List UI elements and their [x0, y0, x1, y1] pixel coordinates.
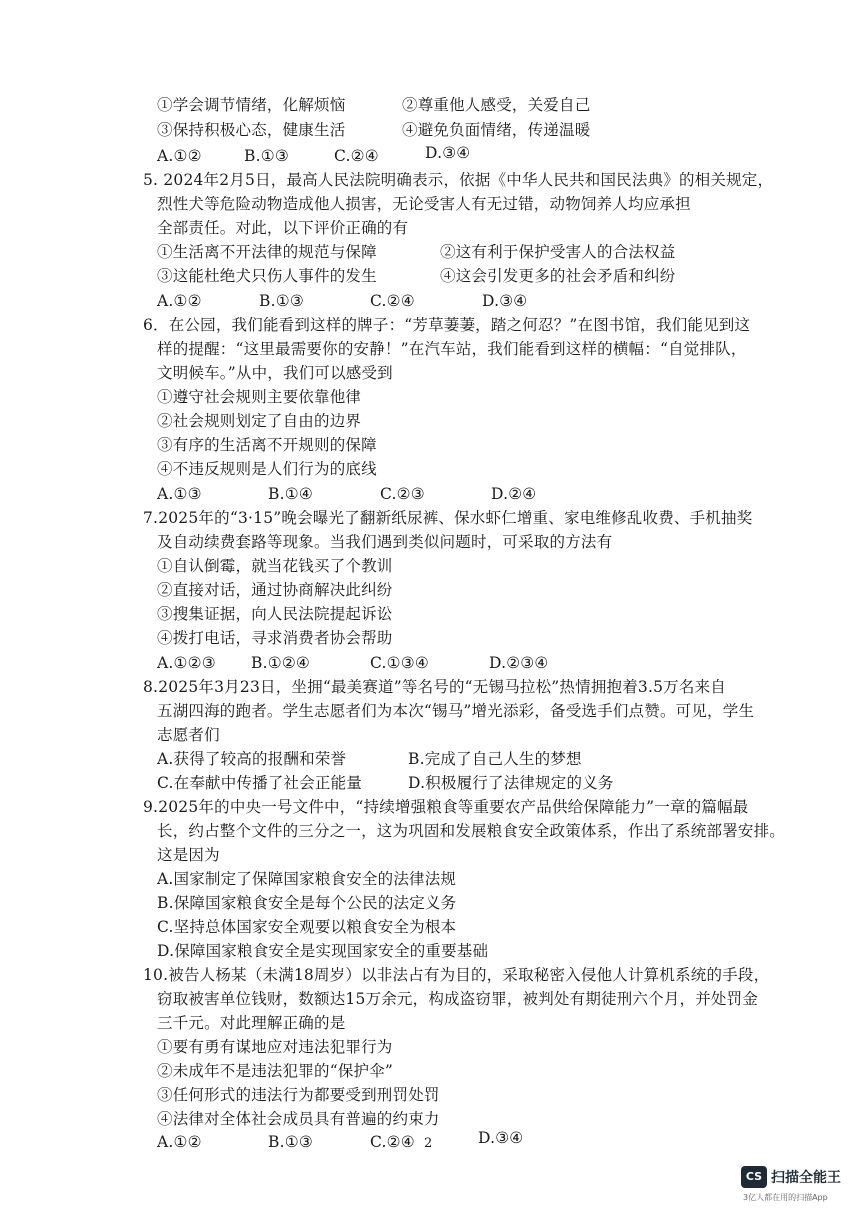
- question-9-text: 这是因为: [157, 846, 220, 864]
- option-line: ②社会规则划定了自由的边界: [157, 412, 362, 430]
- question-8-text: 志愿者们: [157, 726, 220, 744]
- option-line: ①遵守社会规则主要依靠他律: [157, 388, 362, 406]
- option-line: ②这有利于保护受害人的合法权益: [440, 243, 676, 261]
- answer-choice: D.②③④: [489, 654, 549, 672]
- answer-choice: B.①④: [268, 485, 313, 503]
- option-line: ②直接对话，通过协商解决此纠纷: [157, 581, 393, 599]
- question-10-text: 三千元。对此理解正确的是: [157, 1014, 346, 1032]
- question-7-text: 7.2025年的“3·15”晚会曝光了翻新纸尿裤、保水虾仁增重、家电维修乱收费、手机抽奖: [143, 509, 753, 527]
- question-6-text: 文明候车。”从中，我们可以感受到: [157, 364, 393, 382]
- option-line: C.在奉献中传播了社会正能量: [157, 774, 363, 792]
- question-10-text: 窃取被害单位钱财，数额达15万余元，构成盗窃罪，被判处有期徒刑六个月，并处罚金: [157, 990, 759, 1008]
- option-line: B.保障国家粮食安全是每个公民的法定义务: [157, 894, 457, 912]
- option-line: A.国家制定了保障国家粮食安全的法律法规: [157, 870, 457, 888]
- answer-choice: A.①②: [157, 292, 202, 310]
- question-9-text: 长，约占整个文件的三分之一，这为巩固和发展粮食安全政策体系，作出了系统部署安排。: [157, 822, 786, 840]
- answer-choice: B.①③: [244, 147, 289, 165]
- option-line: B.完成了自己人生的梦想: [408, 750, 582, 768]
- answer-choice: C.②④: [370, 292, 415, 310]
- option-line: ②尊重他人感受，关爱自己: [402, 96, 591, 114]
- question-10-text: 10.被告人杨某（未满18周岁）以非法占有为目的，采取秘密入侵他人计算机系统的手段，: [143, 966, 770, 984]
- option-line: ③这能杜绝犬只伤人事件的发生: [157, 267, 377, 285]
- option-line: A.获得了较高的报酬和荣誉: [157, 750, 347, 768]
- answer-choice: D.③④: [425, 144, 471, 162]
- option-line: ④拨打电话，寻求消费者协会帮助: [157, 629, 393, 647]
- question-9-text: 9.2025年的中央一号文件中，“持续增强粮食等重要农产品供给保障能力”一章的篇幅最: [143, 798, 749, 816]
- option-line: ④这会引发更多的社会矛盾和纠纷: [440, 267, 676, 285]
- option-line: ①学会调节情绪，化解烦恼: [157, 96, 346, 114]
- answer-choice: B.①②④: [251, 654, 311, 672]
- watermark-tagline: 3亿人都在用的扫描App: [743, 1193, 828, 1202]
- question-7-text: 及自动续费套路等现象。当我们遇到类似问题时，可采取的方法有: [157, 533, 613, 551]
- page-number: 2: [424, 1136, 433, 1151]
- answer-choice: C.②④: [370, 1133, 415, 1151]
- answer-choice: A.①②③: [157, 654, 216, 672]
- option-line: ③任何形式的违法行为都要受到刑罚处罚: [157, 1086, 440, 1104]
- answer-choice: D.②④: [491, 485, 537, 503]
- option-line: ③保持积极心态，健康生活: [157, 121, 346, 139]
- question-6-text: 6．在公园，我们能看到这样的牌子：“芳草萋萋，踏之何忍？”在图书馆，我们能见到这: [143, 316, 751, 334]
- question-5-text: 5. 2024年2月5日，最高人民法院明确表示，依据《中华人民共和国民法典》的相关规定，: [143, 171, 774, 189]
- answer-choice: A.①②: [157, 147, 202, 165]
- answer-choice: D.③④: [482, 292, 528, 310]
- answer-choice: C.②④: [334, 147, 379, 165]
- question-6-text: 样的提醒：“这里最需要你的安静！”在汽车站，我们能看到这样的横幅：“自觉排队，: [157, 340, 747, 358]
- option-line: ③有序的生活离不开规则的保障: [157, 436, 377, 454]
- answer-choice: B.①③: [268, 1133, 313, 1151]
- camscanner-logo-icon: CS: [741, 1166, 767, 1188]
- option-line: ①自认倒霉，就当花钱买了个教训: [157, 557, 393, 575]
- question-8-text: 五湖四海的跑者。学生志愿者们为本次“锡马”增光添彩，备受选手们点赞。可见，学生: [157, 702, 755, 720]
- option-line: ②未成年不是违法犯罪的“保护伞”: [157, 1062, 394, 1080]
- answer-choice: A.①②: [157, 1133, 202, 1151]
- scanner-watermark: [741, 1166, 849, 1206]
- answer-choice: B.①③: [259, 292, 304, 310]
- answer-choice: C.①③④: [370, 654, 429, 672]
- option-line: ④法律对全体社会成员具有普遍的约束力: [157, 1110, 440, 1128]
- question-5-text: 全部责任。对此，以下评价正确的有: [157, 219, 409, 237]
- answer-choice: D.③④: [478, 1129, 524, 1147]
- question-5-text: [157, 194, 691, 214]
- option-line: ④不违反规则是人们行为的底线: [157, 460, 377, 478]
- answer-choice: C.②③: [380, 485, 425, 503]
- answer-choice: A.①③: [157, 485, 202, 503]
- option-line: D.保障国家粮食安全是实现国家安全的重要基础: [157, 942, 489, 960]
- option-line: ④避免负面情绪，传递温暖: [402, 121, 591, 139]
- option-line: C.坚持总体国家安全观要以粮食安全为根本: [157, 918, 457, 936]
- option-line: ③搜集证据，向人民法院提起诉讼: [157, 605, 393, 623]
- option-line: D.积极履行了法律规定的义务: [408, 774, 614, 792]
- question-8-text: 8.2025年3月23日，坐拥“最美赛道”等名号的“无锡马拉松”热情拥抱着3.5万名来自: [143, 678, 726, 696]
- option-line: ①生活离不开法律的规范与保障: [157, 243, 377, 261]
- option-line: ①要有勇有谋地应对违法犯罪行为: [157, 1038, 393, 1056]
- question-5-text: 烈性犬等危险动物造成他人损害，无论受害人有无过错，动物饲养人均应承担: [157, 195, 691, 213]
- watermark-brand: 扫描全能王: [771, 1170, 841, 1186]
